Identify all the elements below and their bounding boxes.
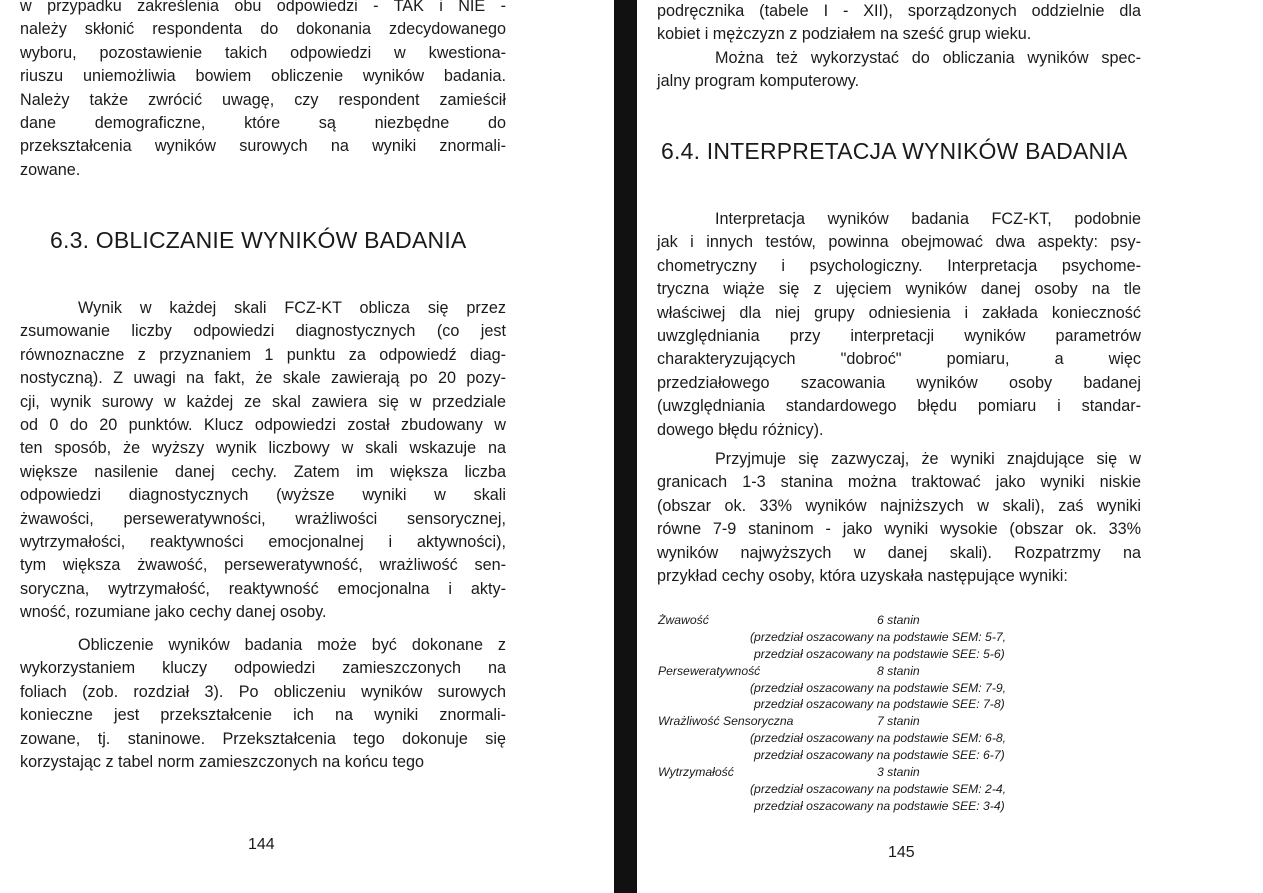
text-line: charakteryzujących "dobroć" pomiaru, a więc	[657, 350, 1141, 369]
text-line: wyników najwyższych w danej skali). Rozpatrzmy na	[657, 543, 1141, 562]
text-line: wyboru, pozostawienie takich odpowiedzi w kwestiona-	[20, 43, 506, 62]
result-see-interval: przedział oszacowany na podstawie SEE: 7-8)	[754, 697, 1005, 712]
result-see-interval: przedział oszacowany na podstawie SEE: 3-4)	[754, 798, 1005, 813]
results-list	[658, 612, 1098, 815]
left-paragraph-1	[20, 297, 506, 625]
result-stanin: 8 stanin	[877, 663, 920, 678]
text-line: odpowiedzi diagnostycznych (wyższe wyniki w skali	[20, 486, 506, 505]
text-line: wykorzystaniem kluczy odpowiedzi zamieszczonych na	[20, 659, 506, 678]
text-line: wność, rozumiane jako cechy danej osoby.	[20, 603, 327, 622]
text-line: kobiet i mężczyzn z podziałem na sześć grup wieku.	[657, 25, 1032, 44]
text-line: cji, wynik surowy w każdej ze skal zawiera się w przedziale	[20, 392, 506, 411]
text-line: w przypadku zakreślenia obu odpowiedzi - TAK i NIE -	[20, 0, 506, 15]
result-trait: Perseweratywność	[658, 663, 761, 678]
text-line: chometryczny i psychologiczny. Interpretacja psychome-	[657, 256, 1141, 275]
text-line: przykład cechy osoby, która uzyskała następujące wyniki:	[657, 567, 1068, 586]
result-stanin: 7 stanin	[877, 714, 920, 729]
text-line: jalny program komputerowy.	[657, 72, 860, 91]
text-line: Można też wykorzystać do obliczania wyników spec-	[715, 49, 1141, 67]
result-sem-interval: (przedział oszacowany na podstawie SEM: 2-4,	[750, 781, 1007, 796]
text-line: nostyczną). Z uwagi na fakt, że skale zawierają po 20 pozy-	[20, 369, 506, 388]
result-sem-interval: (przedział oszacowany na podstawie SEM: 6-8,	[750, 731, 1007, 746]
text-line: równe 7-9 staninom - jako wyniki wysokie (obszar ok. 33%	[657, 520, 1141, 539]
left-top-paragraph	[20, 0, 506, 182]
text-line: równoznaczne z przyznaniem 1 punktu za odpowiedź diag-	[20, 345, 506, 364]
text-line: Wynik w każdej skali FCZ-KT oblicza się przez	[78, 299, 506, 317]
right-paragraph-1	[657, 47, 1141, 94]
right-page	[636, 0, 1263, 893]
text-line: foliach (zob. rozdział 3). Po obliczeniu wyników surowych	[20, 682, 506, 701]
text-line: jak i innych testów, powinna obejmować dwa aspekty: psy-	[657, 233, 1141, 252]
result-trait: Żwawość	[658, 613, 709, 627]
right-paragraph-3	[657, 448, 1141, 588]
text-line: podręcznika (tabele I - XII), sporządzonych oddzielnie dla	[657, 2, 1141, 20]
text-line: ten sposób, że wyższy wynik liczbowy w skali wskazuje na	[20, 439, 506, 458]
text-line: właściwej dla niej grupy odniesienia i zakłada konieczność	[657, 303, 1141, 322]
text-line: Interpretacja wyników badania FCZ-KT, podobnie	[715, 210, 1141, 228]
page-number-right: 145	[888, 844, 915, 861]
text-line: konieczne jest przekształcenie ich na wyniki znormali-	[20, 706, 506, 725]
text-line: Należy także zwrócić uwagę, czy respondent zamieścił	[20, 90, 506, 109]
text-line: od 0 do 20 punktów. Klucz odpowiedzi został zbudowany w	[20, 416, 506, 435]
result-stanin: 6 stanin	[877, 613, 920, 627]
left-page	[0, 0, 612, 893]
text-line: tym większa żwawość, perseweratywność, wrażliwość sen-	[20, 556, 506, 575]
text-line: korzystając z tabel norm zamieszczonych na końcu tego	[20, 753, 424, 772]
text-line: (obszar ok. 33% wyników najniższych w skali), zaś wyniki	[657, 496, 1141, 515]
text-line: Przyjmuje się zazwyczaj, że wyniki znajdujące się w	[715, 450, 1141, 468]
text-line: riuszu uniemożliwia bowiem obliczenie wyników badania.	[20, 67, 506, 86]
text-line: soryczna, wytrzymałość, reaktywność emocjonalna i akty-	[20, 579, 506, 598]
text-line: uwzględniania przy interpretacji wyników parametrów	[657, 327, 1141, 346]
page-number-left: 144	[248, 836, 275, 853]
text-line: dane demograficzne, które są niezbędne do	[20, 114, 506, 133]
right-top-paragraph	[657, 0, 1141, 47]
text-line: wytrzymałości, reaktywności emocjonalnej i aktywności),	[20, 533, 506, 552]
result-stanin: 3 stanin	[877, 765, 920, 780]
text-line: zowane, tj. staninowe. Przekształcenia tego dokonuje się	[20, 729, 506, 748]
text-line: Obliczenie wyników badania może być dokonane z	[78, 636, 506, 654]
text-line: należy skłonić respondenta do dokonania zdecydowanego	[20, 20, 506, 39]
result-sem-interval: (przedział oszacowany na podstawie SEM: 7-9,	[750, 680, 1007, 695]
result-sem-interval: (przedział oszacowany na podstawie SEM: 5-7,	[750, 629, 1007, 644]
result-see-interval: przedział oszacowany na podstawie SEE: 6-7)	[754, 748, 1005, 763]
text-line: zowane.	[20, 160, 81, 179]
section-heading-6-3: 6.3. OBLICZANIE WYNIKÓW BADANIA	[50, 227, 467, 253]
right-paragraph-2	[657, 208, 1141, 442]
result-see-interval: przedział oszacowany na podstawie SEE: 5-6)	[754, 646, 1005, 661]
section-heading-6-4: 6.4. INTERPRETACJA WYNIKÓW BADANIA	[661, 138, 1128, 164]
text-line: tryczna wiąże się z ujęciem wyników danej osoby na tle	[657, 280, 1141, 299]
text-line: przekształcenia wyników surowych na wyniki znormali-	[20, 137, 506, 156]
result-trait: Wrażliwość Sensoryczna	[658, 714, 794, 729]
text-line: granicach 1-3 stanina można traktować jako wyniki niskie	[657, 473, 1141, 492]
result-trait: Wytrzymałość	[658, 765, 734, 780]
left-paragraph-2	[20, 634, 506, 774]
text-line: większe nasilenie danej cechy. Zatem im większa liczba	[20, 462, 506, 481]
text-line: zsumowanie liczby odpowiedzi diagnostycznych (co jest	[20, 322, 506, 341]
text-line: żwawości, perseweratywności, wrażliwości sensorycznej,	[20, 509, 506, 528]
text-line: przedziałowego szacowania wyników osoby badanej	[657, 373, 1141, 392]
text-line: (uwzględniania standardowego błędu pomiaru i standar-	[657, 397, 1141, 416]
book-gutter	[614, 0, 637, 893]
text-line: dowego błędu różnicy).	[657, 420, 824, 439]
